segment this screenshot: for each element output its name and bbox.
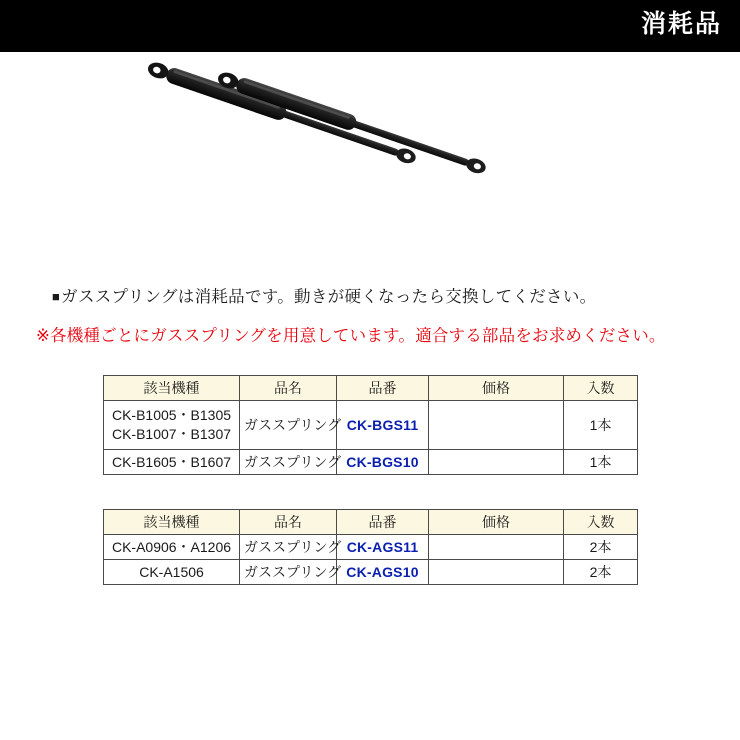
table-row [104, 560, 638, 585]
parts-table-a-series [103, 509, 638, 585]
maintenance-note-text: ガススプリングは消耗品です。動きが硬くなったら交換してください。 [61, 288, 597, 306]
table-row [104, 450, 638, 475]
table-row [104, 401, 638, 450]
col-name: 品名 [240, 510, 337, 535]
cell-name: ガススプリング [240, 535, 337, 560]
col-model: 該当機種 [104, 376, 240, 401]
col-name: 品名 [240, 376, 337, 401]
cell-name: ガススプリング [240, 450, 337, 475]
table-header-row [104, 510, 638, 535]
cell-qty: 1本 [564, 450, 638, 475]
table-header-row [104, 376, 638, 401]
col-qty: 入数 [564, 510, 638, 535]
cell-code: CK-BGS10 [337, 450, 429, 475]
table-row [104, 535, 638, 560]
page-title: 消耗品 [640, 10, 722, 38]
cell-price [429, 450, 564, 475]
bullet-icon: ■ [52, 289, 61, 304]
cell-model [104, 401, 240, 450]
model-line-2: CK-B1007・B1307 [111, 426, 232, 442]
cell-model: CK-A1506 [104, 560, 240, 585]
cell-qty: 2本 [564, 560, 638, 585]
compatibility-warning: ※各機種ごとにガススプリングを用意しています。適合する部品をお求めください。 [36, 327, 666, 345]
col-code: 品番 [337, 510, 429, 535]
col-code: 品番 [337, 376, 429, 401]
page-header [0, 0, 740, 52]
maintenance-note [52, 283, 596, 307]
col-model: 該当機種 [104, 510, 240, 535]
cell-qty: 2本 [564, 535, 638, 560]
model-line-1: CK-B1005・B1305 [111, 407, 232, 423]
cell-price [429, 535, 564, 560]
cell-model: CK-B1605・B1607 [104, 450, 240, 475]
cell-name: ガススプリング [240, 560, 337, 585]
parts-table-b-series [103, 375, 638, 475]
cell-model: CK-A0906・A1206 [104, 535, 240, 560]
cell-price [429, 560, 564, 585]
col-price: 価格 [429, 510, 564, 535]
cell-name: ガススプリング [240, 401, 337, 450]
cell-code: CK-BGS11 [337, 401, 429, 450]
product-photo-area [0, 52, 740, 267]
cell-price [429, 401, 564, 450]
col-price: 価格 [429, 376, 564, 401]
cell-qty: 1本 [564, 401, 638, 450]
cell-code: CK-AGS10 [337, 560, 429, 585]
cell-code: CK-AGS11 [337, 535, 429, 560]
gas-spring-pair-photo [0, 52, 740, 267]
col-qty: 入数 [564, 376, 638, 401]
